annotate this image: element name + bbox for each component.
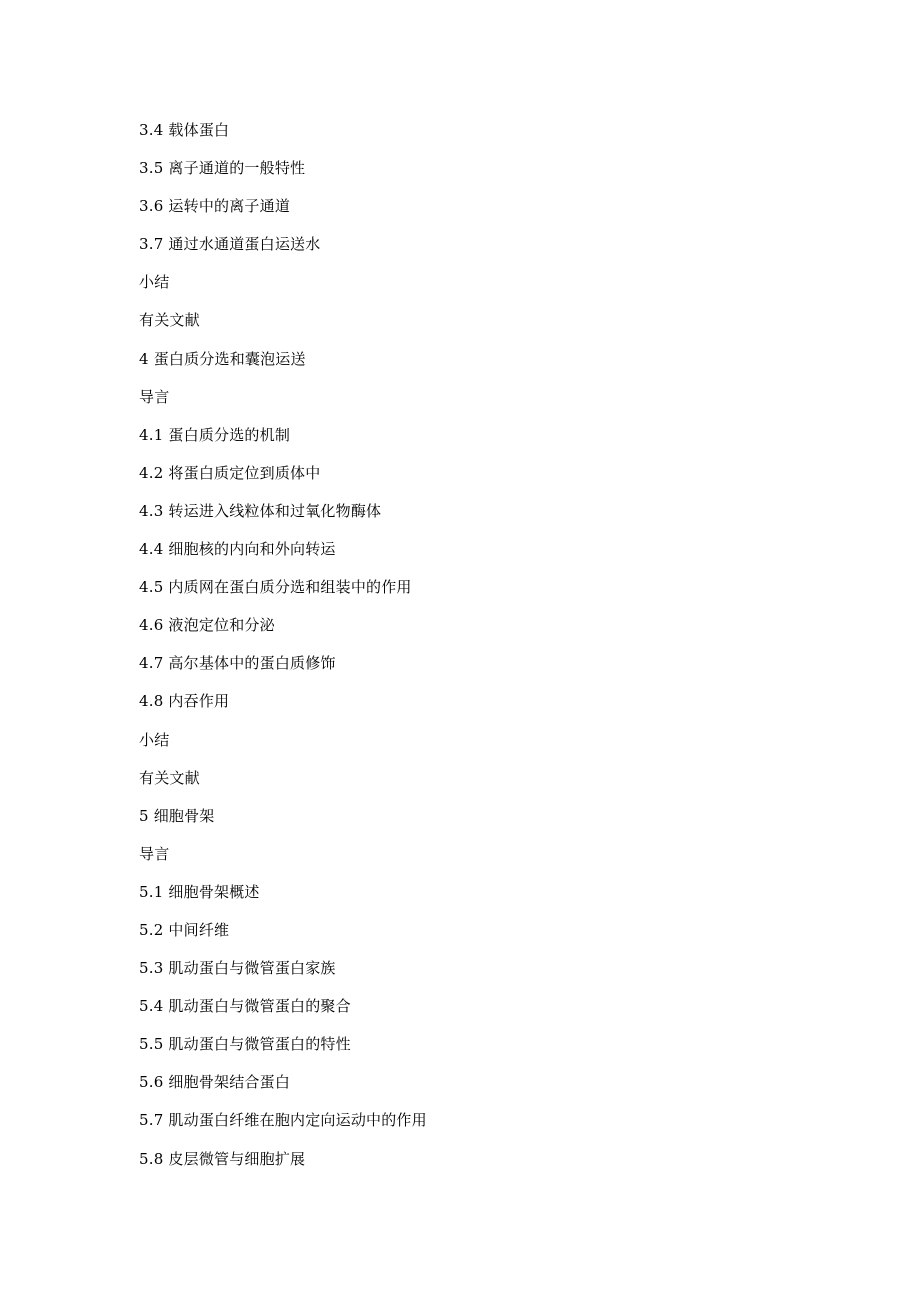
toc-line: 导言	[139, 387, 170, 406]
toc-line: 4.6 液泡定位和分泌	[139, 616, 275, 635]
toc-line: 4.4 细胞核的内向和外向转运	[139, 540, 336, 559]
toc-line: 4.1 蛋白质分选的机制	[139, 425, 291, 444]
table-of-contents	[139, 118, 839, 1185]
toc-line: 4 蛋白质分选和囊泡运送	[139, 349, 306, 368]
toc-line: 3.7 通过水通道蛋白运送水	[139, 235, 321, 254]
toc-line: 3.6 运转中的离子通道	[139, 197, 291, 216]
toc-line: 5.4 肌动蛋白与微管蛋白的聚合	[139, 997, 351, 1016]
toc-line: 5.5 肌动蛋白与微管蛋白的特性	[139, 1035, 351, 1054]
toc-line: 5.2 中间纤维	[139, 920, 230, 939]
toc-line: 4.5 内质网在蛋白质分选和组装中的作用	[139, 578, 412, 597]
toc-line: 3.4 载体蛋白	[139, 121, 230, 139]
toc-line: 4.7 高尔基体中的蛋白质修饰	[139, 654, 336, 673]
toc-line: 小结	[139, 730, 170, 749]
toc-line: 小结	[139, 273, 170, 292]
toc-line: 5.7 肌动蛋白纤维在胞内定向运动中的作用	[139, 1111, 427, 1130]
toc-line: 5 细胞骨架	[139, 806, 215, 825]
toc-line: 4.2 将蛋白质定位到质体中	[139, 463, 321, 482]
toc-line: 4.8 内吞作用	[139, 692, 230, 711]
toc-line: 有关文献	[139, 768, 200, 787]
toc-line: 4.3 转运进入线粒体和过氧化物酶体	[139, 501, 382, 520]
toc-line: 有关文献	[139, 311, 200, 330]
toc-line: 5.6 细胞骨架结合蛋白	[139, 1073, 291, 1092]
toc-line: 5.8 皮层微管与细胞扩展	[139, 1149, 306, 1168]
toc-line: 导言	[139, 844, 170, 863]
toc-line: 5.3 肌动蛋白与微管蛋白家族	[139, 959, 336, 978]
toc-line: 5.1 细胞骨架概述	[139, 882, 260, 901]
toc-line: 3.5 离子通道的一般特性	[139, 159, 306, 178]
